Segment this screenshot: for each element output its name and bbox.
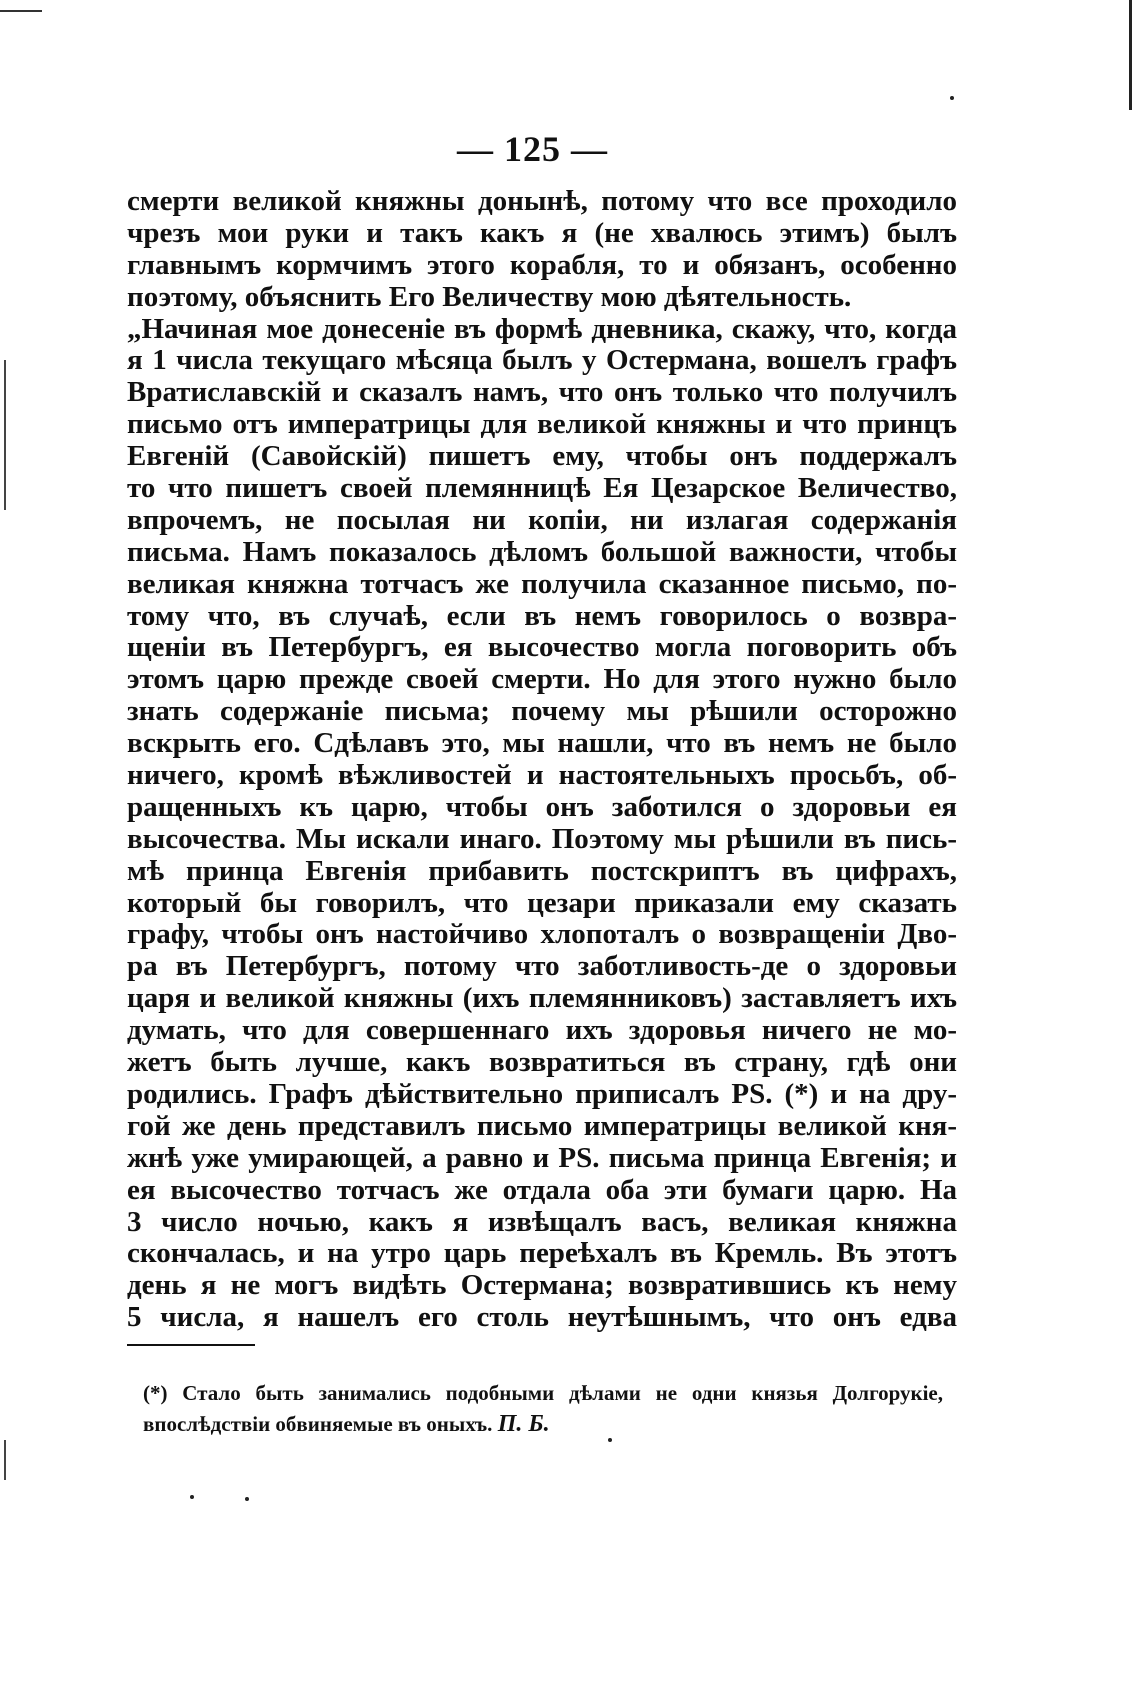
scan-edge-mark-left-lower bbox=[4, 1440, 6, 1480]
text-line: Евгеній (Савойскій) пишетъ ему, чтобы онъ поддержалъ bbox=[127, 440, 957, 473]
text-line: 3 число ночью, какъ я извѣщалъ васъ, великая княжна bbox=[127, 1205, 957, 1238]
scan-speck bbox=[245, 1497, 249, 1501]
text-line: вскрыть его. Сдѣлавъ это, мы нашли, что въ немъ не было bbox=[127, 727, 957, 760]
text-line: 5 числа, я нашелъ его столь неутѣшнымъ, что онъ едва bbox=[127, 1301, 957, 1334]
text-line: ея высочество тотчасъ же отдала оба эти бумаги царю. На bbox=[127, 1173, 957, 1206]
text-line: ничего, кромѣ вѣжливостей и настоятельныхъ просьбъ, об- bbox=[127, 759, 957, 792]
footnote bbox=[143, 1378, 943, 1440]
text-line: жнѣ уже умирающей, а равно и PS. письма принца Евгенія; и bbox=[127, 1141, 957, 1174]
text-line: ра въ Петербургъ, потому что заботливость-де о здоровьи bbox=[127, 950, 957, 983]
text-line: главнымъ кормчимъ этого корабля, то и обязанъ, особенно bbox=[127, 248, 957, 281]
text-line: то что пишетъ своей племянницѣ Ея Цезарское Величество, bbox=[127, 472, 957, 505]
body-text bbox=[127, 186, 957, 1334]
text-line: смерти великой княжны донынѣ, потому что все проходило bbox=[127, 185, 957, 217]
text-line: „Начиная мое донесеніе въ формѣ дневника, скажу, что, когда bbox=[127, 312, 957, 345]
scan-speck bbox=[950, 96, 954, 100]
text-line: впрочемъ, не посылая ни копіи, ни излагая содержанія bbox=[127, 503, 957, 536]
text-line: жетъ быть лучше, какъ возвратиться въ страну, гдѣ они bbox=[127, 1046, 957, 1079]
text-line: щеніи въ Петербургъ, ея высочество могла поговорить объ bbox=[127, 631, 957, 664]
text-line: родились. Графъ дѣйствительно приписалъ PS. (*) и на дру- bbox=[127, 1077, 957, 1110]
text-line: знать содержаніе письма; почему мы рѣшили осторожно bbox=[127, 695, 957, 728]
scan-edge-mark-left bbox=[4, 360, 6, 510]
text-line: мѣ принца Евгенія прибавить постскриптъ въ цифрахъ, bbox=[127, 854, 957, 887]
footnote-text: впослѣдствіи обвиняемые въ оныхъ. bbox=[143, 1412, 493, 1436]
footnote-line: (*) Стало быть занимались подобными дѣлами не одни князья Долгорукіе, bbox=[143, 1381, 943, 1405]
footnote-line-2 bbox=[143, 1409, 943, 1440]
scan-top-rule bbox=[0, 10, 42, 12]
text-line: скончалась, и на утро царь переѣхалъ въ Кремль. Въ этотъ bbox=[127, 1237, 957, 1270]
text-line: царя и великой княжны (ихъ племянниковъ) заставляетъ ихъ bbox=[127, 982, 957, 1015]
footnote-divider bbox=[127, 1344, 255, 1346]
text-line: высочества. Мы искали инаго. Поэтому мы рѣшили въ пись- bbox=[127, 822, 957, 855]
text-line: думать, что для совершеннаго ихъ здоровья ничего не мо- bbox=[127, 1014, 957, 1047]
scan-speck bbox=[608, 1438, 612, 1442]
text-line: Вратиславскій и сказалъ намъ, что онъ только что получилъ bbox=[127, 376, 957, 409]
text-line: гой же день представилъ письмо императрицы великой кня- bbox=[127, 1109, 957, 1142]
text-line: чрезъ мои руки и такъ какъ я (не хвалюсь этимъ) былъ bbox=[127, 216, 957, 249]
page-number: — 125 — bbox=[457, 129, 608, 169]
scan-edge-mark-right bbox=[1129, 0, 1132, 110]
text-line: тому что, въ случаѣ, если въ немъ говорилось о возвра- bbox=[127, 599, 957, 632]
text-line: этомъ царю прежде своей смерти. Но для этого нужно было bbox=[127, 663, 957, 696]
text-line: день я не могъ видѣть Остермана; возвратившись къ нему bbox=[127, 1269, 957, 1302]
text-line: графу, чтобы онъ настойчиво хлопоталъ о возвращеніи Дво- bbox=[127, 918, 957, 951]
text-line: письма. Намъ показалось дѣломъ большой важности, чтобы bbox=[127, 535, 957, 568]
scan-speck bbox=[190, 1495, 194, 1499]
text-line: великая княжна тотчасъ же получила сказанное письмо, по- bbox=[127, 567, 957, 600]
footnote-signature: П. Б. bbox=[497, 1411, 550, 1437]
text-line: который бы говорилъ, что цезари приказали ему сказать bbox=[127, 886, 957, 919]
text-line: письмо отъ императрицы для великой княжны и что принцъ bbox=[127, 408, 957, 441]
text-line: поэтому, объяснить Его Величеству мою дѣятельность. bbox=[127, 280, 852, 313]
text-line: ращенныхъ къ царю, чтобы онъ заботился о здоровьи ея bbox=[127, 790, 957, 823]
text-line: я 1 числа текущаго мѣсяца былъ у Остермана, вошелъ графъ bbox=[127, 344, 957, 377]
